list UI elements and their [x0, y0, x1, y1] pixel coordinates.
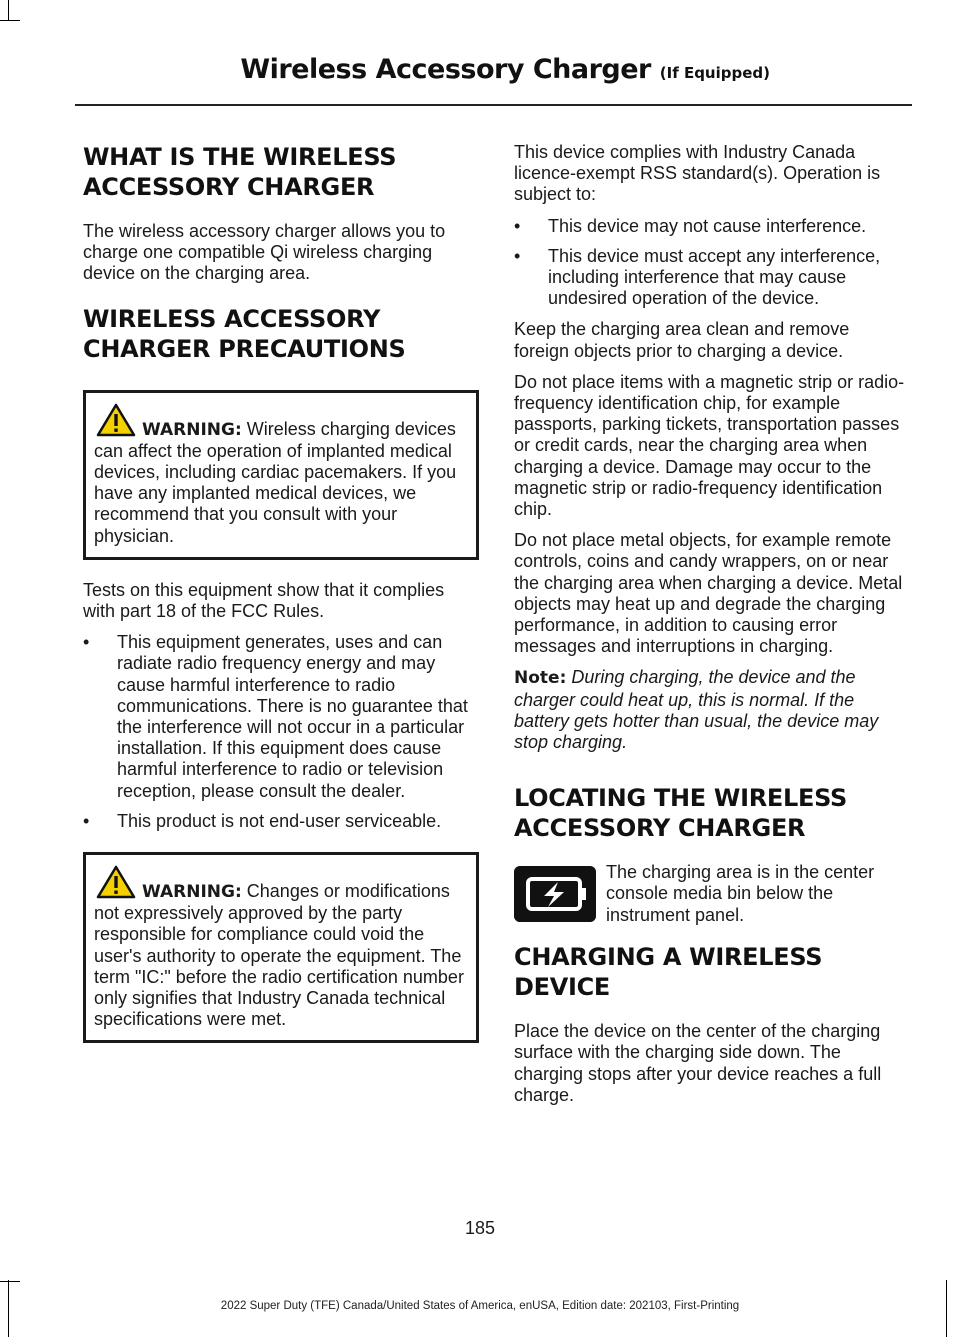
section-heading-what: WHAT IS THE WIRELESS ACCESSORY CHARGER: [83, 143, 397, 201]
warning-triangle-icon: [96, 403, 136, 437]
locating-block: [514, 862, 909, 942]
list-item: • This product is not end-user serviceable.: [83, 810, 442, 831]
crop-mark: [0, 1281, 20, 1282]
fcc-bullet-list: [83, 632, 475, 832]
section-heading-precautions: WIRELESS ACCESSORY CHARGER PRECAUTIONS: [83, 304, 406, 363]
warning-triangle-icon: [96, 865, 136, 899]
note-label: Note:: [514, 668, 567, 689]
warning-label: WARNING:: [142, 419, 242, 440]
paragraph-charging: Place the device on the center of the charging surface with the charging side down. The charging stops after your device reaches a full charge.: [514, 1021, 882, 1105]
note: Note: During charging, the device and the charger could heat up, this is normal. If the battery gets hotter than usual, the device may stop charging.: [514, 667, 879, 753]
paragraph-metal: Do not place metal objects, for example remote controls, coins and candy wrappers, on or near the charging area when charging a device. Metal objects may heat up and degrade the charging performance, in addition to causing error messages and interruptions in charging.: [514, 530, 903, 657]
warning-box-modifications: [83, 852, 479, 1043]
list-item: • This equipment generates, uses and can radiate radio frequency energy and may cause harmful interference to radio communications. There is no guarantee that the interference will not occur in a particular installation. If this equipment does cause harmful interference to radio or television reception, please consult the dealer.: [83, 632, 468, 801]
paragraph-fcc: Tests on this equipment show that it complies with part 18 of the FCC Rules.: [83, 579, 445, 622]
warning-label: WARNING:: [142, 882, 242, 903]
list-item: • This device must accept any interference, including interference that may cause undesired operation of the device.: [514, 245, 881, 309]
section-heading-locating: LOCATING THE WIRELESS ACCESSORY CHARGER: [514, 784, 847, 843]
header-rule: [75, 104, 912, 106]
page-header: [240, 54, 770, 85]
page-number: 185: [464, 1218, 496, 1238]
section-heading-charging: CHARGING A WIRELESS DEVICE: [514, 943, 823, 1002]
crop-mark: [0, 20, 20, 21]
wireless-charger-icon: [514, 866, 596, 922]
header-subtitle: (If Equipped): [659, 64, 770, 82]
ic-bullet-list: [514, 216, 909, 310]
list-item: • This device may not cause interference.: [514, 215, 867, 236]
right-column: [514, 142, 909, 1116]
warning-text-medical: WARNING: Wireless charging devices can affect the operation of implanted medical devices, including cardiac pacemakers. If you have any implanted medical devices, we recommend that you consult with your physician.: [94, 418, 457, 546]
crop-mark: [8, 0, 9, 20]
warning-text-modifications: WARNING: Changes or modifications not expressively approved by the party responsible for compliance could void the user's authority to operate the equipment. The term "IC:" before the radio certification number only signifies that Industry Canada technical specifications were met.: [94, 881, 464, 1030]
left-column: [83, 142, 475, 1063]
footer-edition: 2022 Super Duty (TFE) Canada/United States of America, enUSA, Edition date: 202103, First-Printing: [220, 1300, 740, 1312]
header-title: Wireless Accessory Charger: [240, 54, 651, 85]
warning-box-medical: [83, 390, 479, 560]
paragraph-what: The wireless accessory charger allows you to charge one compatible Qi wireless charging device on the charging area.: [83, 221, 446, 284]
paragraph-locating: The charging area is in the center console media bin below the instrument panel.: [606, 862, 875, 925]
paragraph-clean: Keep the charging area clean and remove foreign objects prior to charging a device.: [514, 319, 850, 361]
paragraph-industry-canada: This device complies with Industry Canada licence-exempt RSS standard(s). Operation is subject to:: [514, 142, 881, 205]
paragraph-magnetic: Do not place items with a magnetic strip or radio-frequency identification chip, for example passports, parking tickets, transportation passes or credit cards, near the charging area when charging a device. Damage may occur to the magnetic strip or radio-frequency identification chip.: [514, 371, 905, 520]
